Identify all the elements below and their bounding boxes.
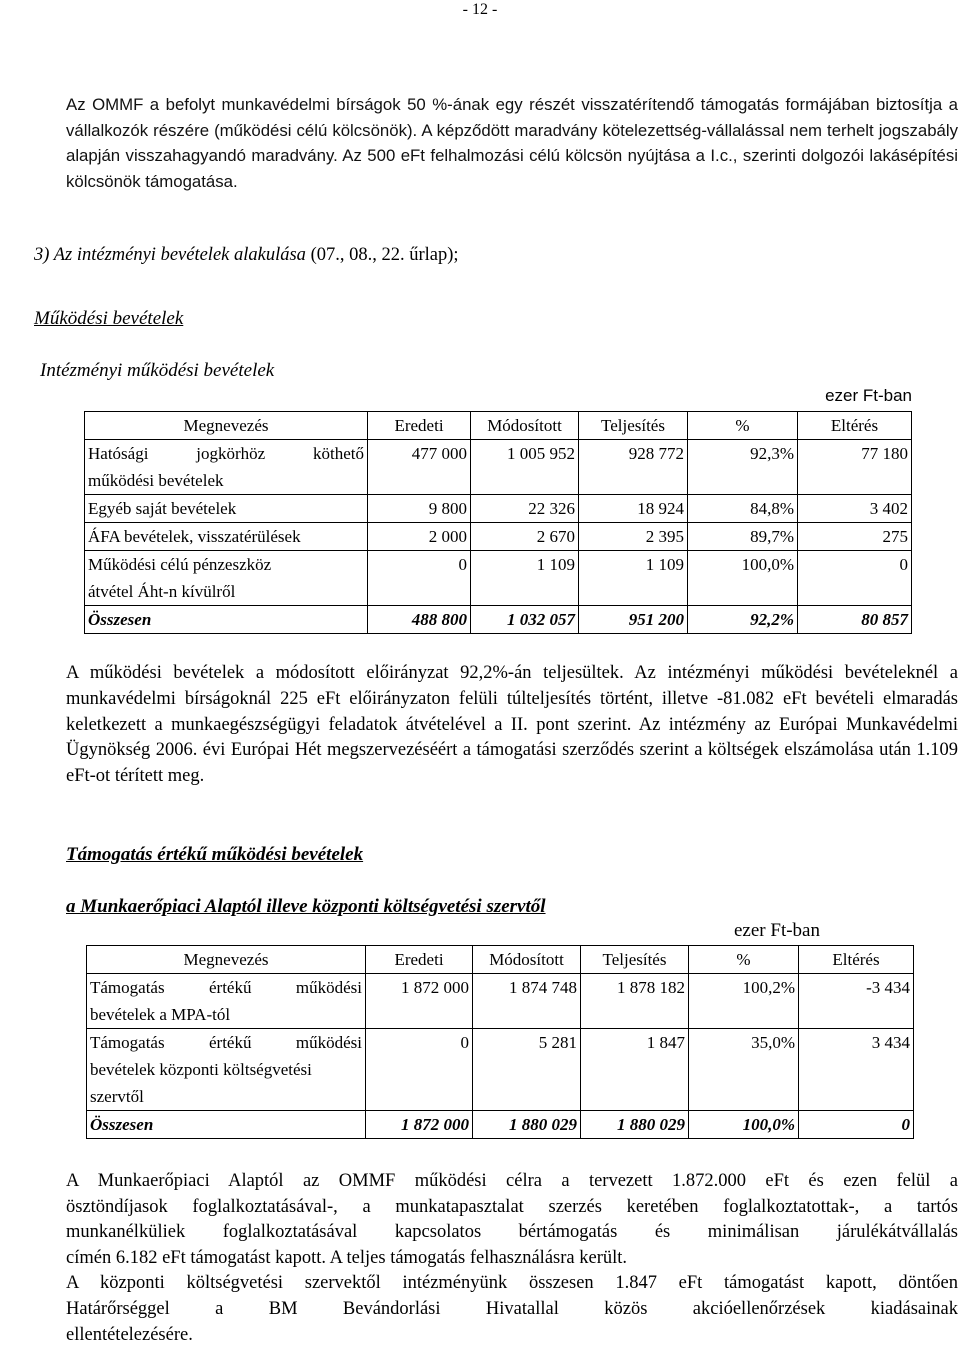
cell-modositott: 5 281: [473, 1029, 581, 1057]
paragraph-3-line: munkanélküliek foglalkoztatásával kapcsolatos bértámogatás és minimálisan járulékátvállalás: [66, 1222, 958, 1243]
total-modositott: 1 880 029: [473, 1111, 581, 1139]
paragraph-2: A működési bevételek a módosított előirányzat 92,2%-án teljesültek. Az intézményi működési bevételeknél a munkavédelmi bírságoknál 225 eFt előirányzaton felüli túlteljesítés történt, illetve -81.082 eFt bevételi elmaradás keletkezett a munkaegészségügyi feladatok átvételével a II. pont szerint. Az intézmény az Európai Munkavédelmi Ügynökség 2006. évi Európai Hét megszervezéséért a támogatási szerződés szerint a költségek elszámolása után 1.109 eFt-ot térített meg.: [66, 663, 958, 787]
table-row-continuation: [87, 1001, 914, 1029]
total-modositott: 1 032 057: [471, 606, 579, 634]
cell-elteres: 3 402: [798, 495, 912, 523]
table-total-row: [87, 1111, 914, 1139]
cell-teljesites: 1 878 182: [581, 974, 689, 1002]
col-modositott: Módosított: [473, 946, 581, 974]
cell-eredeti: 2 000: [368, 523, 471, 551]
row-name-line2: bevételek a MPA-tól: [87, 1001, 366, 1029]
paragraph-4-line: ellentételezésére.: [66, 1324, 193, 1345]
cell-pct: 84,8%: [688, 495, 798, 523]
total-teljesites: 1 880 029: [581, 1111, 689, 1139]
tamogatas-heading: Támogatás értékű működési bevételek: [66, 844, 364, 865]
row-name: ÁFA bevételek, visszatérülések: [85, 523, 368, 551]
row-name: Működési célú pénzeszköz: [85, 551, 368, 579]
row-name-line2: átvétel Áht-n kívülről: [85, 578, 368, 606]
total-eredeti: 1 872 000: [366, 1111, 473, 1139]
cell-eredeti: 0: [366, 1029, 473, 1057]
col-elteres: Eltérés: [798, 412, 912, 440]
cell-modositott: 1 874 748: [473, 974, 581, 1002]
col-elteres: Eltérés: [799, 946, 914, 974]
page-number: - 12 -: [462, 1, 498, 18]
cell-pct: 89,7%: [688, 523, 798, 551]
cell-elteres: 3 434: [799, 1029, 914, 1057]
row-name-line2: bevételek központi költségvetési: [87, 1056, 366, 1083]
cell-modositott: 2 670: [471, 523, 579, 551]
table-row: [85, 495, 912, 523]
total-elteres: 0: [799, 1111, 914, 1139]
col-pct: %: [689, 946, 799, 974]
cell-teljesites: 2 395: [579, 523, 688, 551]
cell-eredeti: 9 800: [368, 495, 471, 523]
cell-elteres: -3 434: [799, 974, 914, 1002]
total-label: Összesen: [87, 1111, 366, 1139]
table-row: [85, 440, 912, 468]
col-teljesites: Teljesítés: [579, 412, 688, 440]
table-header-row: [87, 946, 914, 974]
table2-unit: ezer Ft-ban: [734, 920, 820, 941]
paragraph-3: [66, 1169, 958, 1348]
tamogatas-bevetelek-table: [86, 945, 914, 1139]
cell-modositott: 1 109: [471, 551, 579, 579]
alaptol-heading: a Munkaerőpiaci Alaptól illeve központi költségvetési szervtől: [66, 896, 546, 917]
col-eredeti: Eredeti: [366, 946, 473, 974]
row-name-line3: szervtől: [87, 1083, 366, 1111]
mukodesi-bevetelek-heading: Működési bevételek: [34, 308, 184, 329]
cell-teljesites: 1 847: [581, 1029, 689, 1057]
total-pct: 100,0%: [689, 1111, 799, 1139]
row-name: Támogatás értékű működési: [87, 974, 366, 1002]
cell-elteres: 275: [798, 523, 912, 551]
cell-teljesites: 928 772: [579, 440, 688, 468]
section3-heading: [34, 245, 459, 266]
row-name-line2: működési bevételek: [85, 467, 368, 495]
section3-title: 3) Az intézményi bevételek alakulása: [34, 245, 306, 265]
cell-modositott: 1 005 952: [471, 440, 579, 468]
paragraph-4-line: Határőrséggel a BM Bevándorlási Hivatallal közös akcióellenőrzések kiadásainak: [66, 1298, 958, 1319]
intezmenyi-heading: Intézményi működési bevételek: [40, 360, 275, 381]
intro-paragraph: Az OMMF a befolyt munkavédelmi bírságok 50 %-ának egy részét visszatérítendő támogatás formájában biztosítja a vállalkozók részére (működési célú kölcsönök). A képződött maradvány kötelezettség-vállalással nem terhelt jogszabály alapján visszahagyandó maradvány. Az 500 eFt felhalmozási célú kölcsön nyújtása a I.c., szerinti dolgozói lakásépítési kölcsönök támogatása.: [66, 95, 958, 191]
cell-eredeti: 0: [368, 551, 471, 579]
table-row-continuation: [87, 1083, 914, 1111]
cell-eredeti: 477 000: [368, 440, 471, 468]
cell-teljesites: 18 924: [579, 495, 688, 523]
table-total-row: [85, 606, 912, 634]
cell-elteres: 77 180: [798, 440, 912, 468]
total-elteres: 80 857: [798, 606, 912, 634]
table-row-continuation: [87, 1056, 914, 1083]
table-row: [85, 523, 912, 551]
cell-eredeti: 1 872 000: [366, 974, 473, 1002]
table-row-continuation: [85, 467, 912, 495]
cell-pct: 100,0%: [688, 551, 798, 579]
cell-elteres: 0: [798, 551, 912, 579]
cell-pct: 35,0%: [689, 1029, 799, 1057]
intezmenyi-bevetelek-table: [84, 411, 912, 634]
section3-forms: (07., 08., 22. űrlap);: [305, 245, 459, 265]
paragraph-3-line: címén 6.182 eFt támogatást kapott. A teljes támogatás felhasználásra került.: [66, 1247, 628, 1268]
col-modositott: Módosított: [471, 412, 579, 440]
col-megnevezes: Megnevezés: [87, 946, 366, 974]
table-row: [85, 551, 912, 579]
row-name: Egyéb saját bevételek: [85, 495, 368, 523]
total-pct: 92,2%: [688, 606, 798, 634]
paragraph-4-line: A központi költségvetési szervektől intézményünk összesen 1.847 eFt támogatást kapott, döntően: [66, 1273, 958, 1294]
table-header-row: [85, 412, 912, 440]
row-name: Támogatás értékű működési: [87, 1029, 366, 1057]
cell-pct: 100,2%: [689, 974, 799, 1002]
paragraph-3-line: ösztöndíjasok foglalkoztatásával-, a munkatapasztalat szerzés keretében foglalkoztatottak-, a tartós: [66, 1196, 958, 1217]
table-row-continuation: [85, 578, 912, 606]
col-teljesites: Teljesítés: [581, 946, 689, 974]
cell-teljesites: 1 109: [579, 551, 688, 579]
total-label: Összesen: [85, 606, 368, 634]
table1-unit: ezer Ft-ban: [825, 386, 912, 405]
table-row: [87, 974, 914, 1002]
total-teljesites: 951 200: [579, 606, 688, 634]
col-eredeti: Eredeti: [368, 412, 471, 440]
cell-pct: 92,3%: [688, 440, 798, 468]
cell-modositott: 22 326: [471, 495, 579, 523]
col-megnevezes: Megnevezés: [85, 412, 368, 440]
paragraph-3-line: A Munkaerőpiaci Alaptól az OMMF működési célra a tervezett 1.872.000 eFt és ezen felül a: [66, 1171, 958, 1191]
table-row: [87, 1029, 914, 1057]
col-pct: %: [688, 412, 798, 440]
row-name: Hatósági jogkörhöz köthető: [85, 440, 368, 468]
total-eredeti: 488 800: [368, 606, 471, 634]
